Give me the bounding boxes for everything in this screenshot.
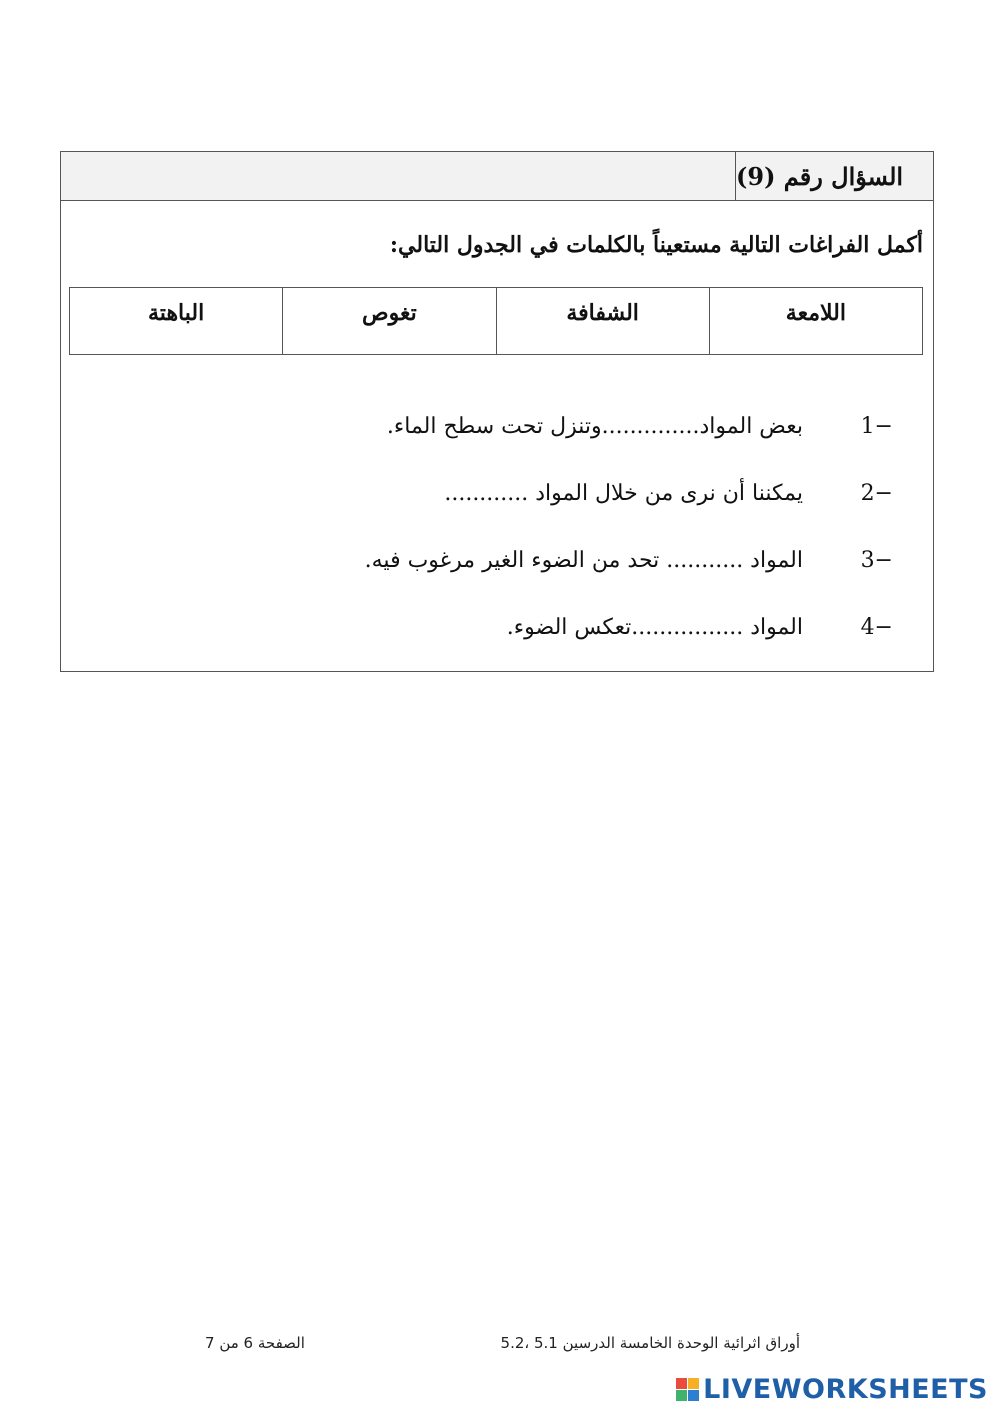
word-bank-cell: الباهتة xyxy=(148,300,205,326)
word-bank-cell: الشفافة xyxy=(496,288,709,354)
logo-square xyxy=(676,1378,687,1389)
logo-square xyxy=(688,1378,699,1389)
logo-square xyxy=(676,1390,687,1401)
fill-blank-item xyxy=(293,481,893,521)
question-header-row xyxy=(61,152,933,201)
fill-blank-item xyxy=(293,414,893,454)
item-number: 3− xyxy=(860,548,893,573)
liveworksheets-logo-icon xyxy=(676,1378,699,1401)
word-bank-cell: تغوص xyxy=(282,288,495,354)
question-frame xyxy=(60,151,934,672)
logo-text: LIVEWORKSHEETS xyxy=(703,1374,988,1405)
fill-blank-item xyxy=(293,548,893,588)
item-text[interactable]: المواد ................تعكس الضوء. xyxy=(506,615,803,640)
liveworksheets-logo xyxy=(676,1374,988,1405)
item-number: 4− xyxy=(860,615,893,640)
footer-document-title: أوراق اثرائية الوحدة الخامسة الدرسين 5.1 ،5.2 xyxy=(500,1334,800,1352)
word-bank-cell: اللامعة xyxy=(709,288,922,354)
item-text[interactable]: بعض المواد..............وتنزل تحت سطح الماء. xyxy=(386,414,803,439)
footer-page-number: الصفحة 6 من 7 xyxy=(205,1334,305,1352)
item-text[interactable]: المواد ........... تحد من الضوء الغير مرغوب فيه. xyxy=(364,548,803,573)
logo-square xyxy=(688,1390,699,1401)
fill-blank-item xyxy=(293,615,893,655)
item-number: 2− xyxy=(860,481,893,506)
item-text[interactable]: يمكننا أن نرى من خلال المواد ............ xyxy=(444,481,803,506)
question-instruction: أكمل الفراغات التالية مستعيناً بالكلمات في الجدول التالي: xyxy=(389,232,923,258)
question-title: السؤال رقم (9) xyxy=(735,152,933,200)
word-bank-table xyxy=(69,287,923,355)
item-number: 1− xyxy=(860,414,893,439)
